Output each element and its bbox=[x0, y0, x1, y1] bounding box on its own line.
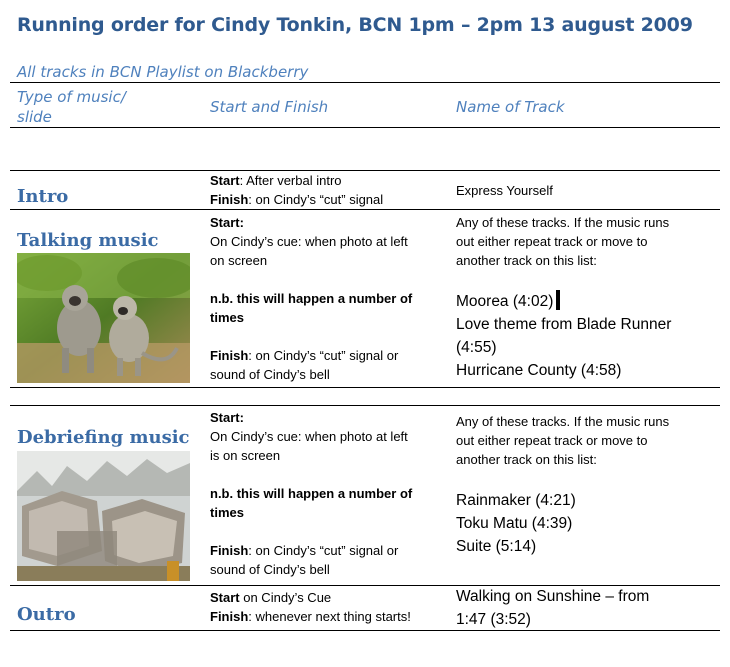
intro-start-finish bbox=[210, 171, 383, 209]
talking-instructions bbox=[456, 213, 669, 270]
outro-track-line2: 1:47 (3:52) bbox=[456, 611, 531, 628]
section-debriefing-music: Debriefing music bbox=[17, 427, 190, 448]
outro-finish-text: : whenever next thing starts! bbox=[248, 609, 411, 624]
page-subtitle: All tracks in BCN Playlist on Blackberry bbox=[17, 63, 309, 81]
debriefing-nb-line1: n.b. this will happen a number of bbox=[210, 486, 413, 501]
sculpture-photo bbox=[17, 451, 190, 581]
list-item: Moorea (4:02) bbox=[456, 290, 671, 313]
talking-finish-line2: sound of Cindy’s bell bbox=[210, 367, 330, 382]
debriefing-finish-label: Finish bbox=[210, 543, 249, 558]
talking-instr-line2: out either repeat track or move to bbox=[456, 234, 648, 249]
list-item: Suite (5:14) bbox=[456, 538, 537, 555]
intro-track: Express Yourself bbox=[456, 183, 553, 198]
debriefing-nb-line2: times bbox=[210, 505, 244, 520]
list-item: Toku Matu (4:39) bbox=[456, 515, 573, 532]
outro-start-label: Start bbox=[210, 590, 240, 605]
debriefing-start-finish bbox=[210, 408, 412, 579]
debriefing-instr-line2: out either repeat track or move to bbox=[456, 433, 648, 448]
outro-finish-label: Finish bbox=[210, 609, 249, 624]
debriefing-cue-line1: On Cindy’s cue: when photo at left bbox=[210, 429, 408, 444]
section-outro: Outro bbox=[17, 604, 76, 625]
header-track-name: Name of Track bbox=[456, 98, 565, 116]
outro-track-line1: Walking on Sunshine – from bbox=[456, 588, 650, 605]
debriefing-start-label: Start bbox=[210, 410, 240, 425]
talking-track-list bbox=[456, 290, 671, 382]
list-item: Rainmaker (4:21) bbox=[456, 492, 576, 509]
intro-finish-text: : on Cindy’s “cut” signal bbox=[248, 192, 384, 207]
debriefing-instr-line1: Any of these tracks. If the music runs bbox=[456, 414, 670, 429]
table-rule-talking-end bbox=[10, 387, 720, 388]
intro-start-label: Start bbox=[210, 173, 240, 188]
intro-finish-label: Finish bbox=[210, 192, 249, 207]
talking-start-label: Start bbox=[210, 215, 240, 230]
header-type-line2: slide bbox=[17, 108, 52, 126]
header-start-finish: Start and Finish bbox=[210, 98, 329, 116]
text-cursor bbox=[556, 290, 560, 310]
debriefing-track-list bbox=[456, 489, 576, 558]
table-rule-header bbox=[10, 127, 720, 128]
debriefing-finish-line1: : on Cindy’s “cut” signal or bbox=[248, 543, 399, 558]
talking-instr-line1: Any of these tracks. If the music runs bbox=[456, 215, 670, 230]
monkeys-photo bbox=[17, 253, 190, 383]
outro-start-finish bbox=[210, 588, 411, 626]
talking-nb-line1: n.b. this will happen a number of bbox=[210, 291, 413, 306]
page-title: Running order for Cindy Tonkin, BCN 1pm – 2pm 13 august 2009 bbox=[17, 14, 693, 36]
talking-start-finish bbox=[210, 213, 412, 384]
header-type-line1: Type of music/ bbox=[17, 88, 126, 106]
debriefing-start-colon: : bbox=[239, 410, 244, 425]
outro-start-text: on Cindy’s Cue bbox=[239, 590, 332, 605]
talking-start-colon: : bbox=[239, 215, 244, 230]
header-type bbox=[17, 87, 126, 127]
debriefing-instructions bbox=[456, 412, 669, 469]
talking-finish-label: Finish bbox=[210, 348, 249, 363]
intro-start-text: : After verbal intro bbox=[239, 173, 342, 188]
talking-instr-line3: another track on this list: bbox=[456, 253, 597, 268]
list-item: (4:55) bbox=[456, 339, 497, 356]
table-rule-debriefing bbox=[10, 405, 720, 406]
outro-track bbox=[456, 585, 649, 631]
list-item: Hurricane County (4:58) bbox=[456, 362, 622, 379]
table-rule-talking bbox=[10, 209, 720, 210]
debriefing-instr-line3: another track on this list: bbox=[456, 452, 597, 467]
debriefing-finish-line2: sound of Cindy’s bell bbox=[210, 562, 330, 577]
debriefing-cue-line2: is on screen bbox=[210, 448, 281, 463]
table-rule-top bbox=[10, 82, 720, 83]
section-intro: Intro bbox=[17, 186, 69, 207]
talking-finish-line1: : on Cindy’s “cut” signal or bbox=[248, 348, 399, 363]
talking-nb-line2: times bbox=[210, 310, 244, 325]
section-talking-music: Talking music bbox=[17, 230, 159, 251]
talking-cue-line2: on screen bbox=[210, 253, 268, 268]
list-item: Love theme from Blade Runner bbox=[456, 316, 672, 333]
talking-cue-line1: On Cindy’s cue: when photo at left bbox=[210, 234, 408, 249]
